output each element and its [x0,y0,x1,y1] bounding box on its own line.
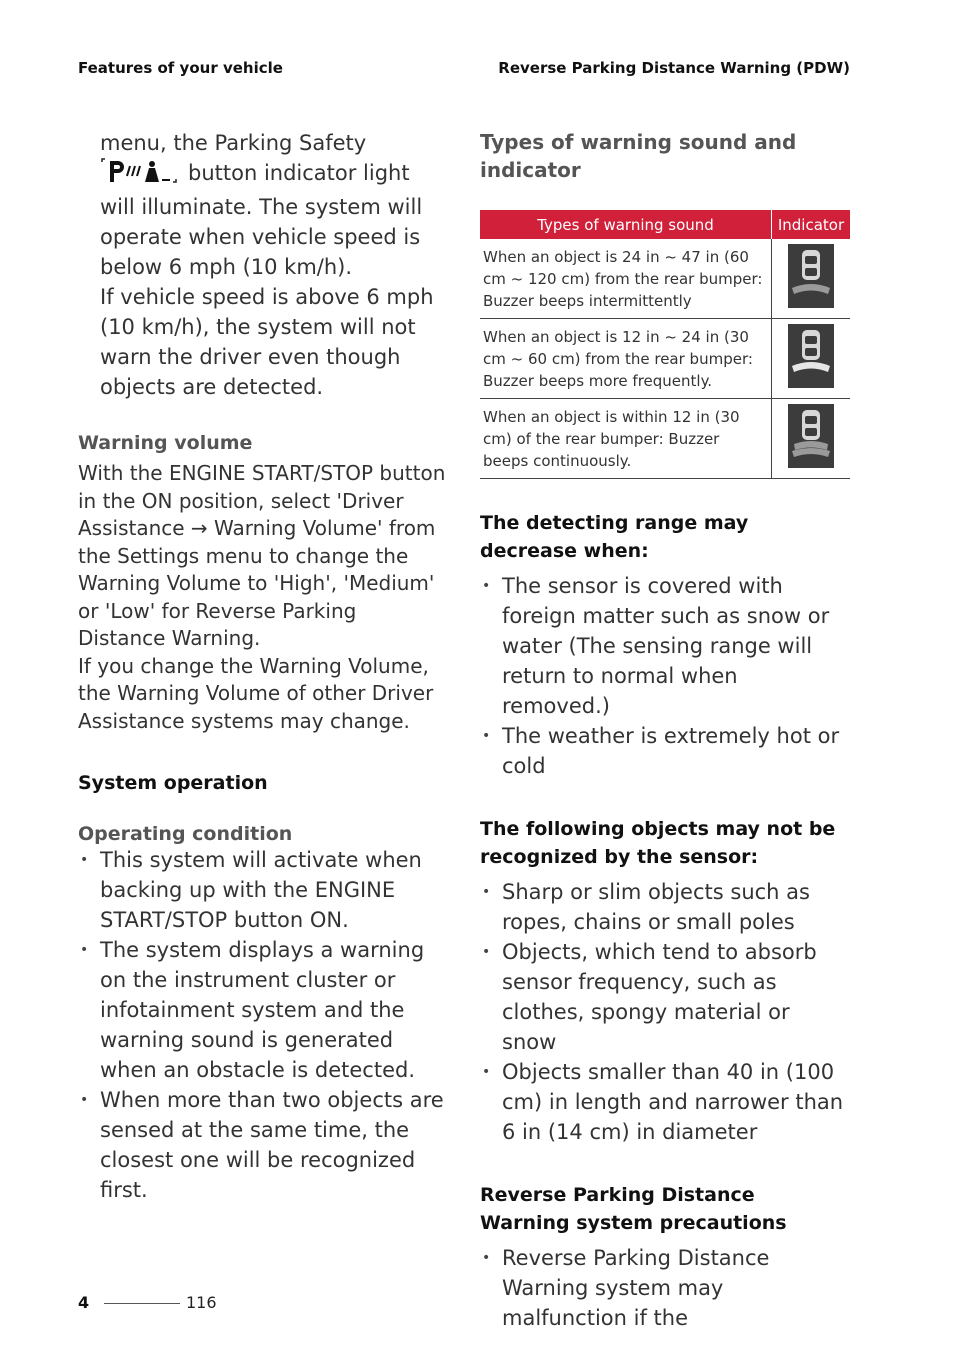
table-row [480,239,850,319]
intro-line-2 [100,158,448,282]
intro-block [78,128,448,402]
car-rear-sensor-near-icon [788,404,834,468]
not-recognized-heading: The following objects may not be recognized by the sensor: [480,818,836,868]
list-item: • Sharp or slim objects such as ropes, chains or small poles [480,877,850,937]
table-cell-indicator [772,239,851,319]
list-item: • The system displays a warning on the instrument cluster or infotainment system and the warning sound is generated when an obstacle is detected. [78,935,448,1085]
list-item: • This system will activate when backing up with the ENGINE START/STOP button ON. [78,845,448,935]
parking-safety-button-icon [100,158,182,192]
precautions-heading: Reverse Parking Distance Warning system precautions [480,1184,787,1234]
operating-condition-list [78,845,448,1205]
table-header-indicator: Indicator [772,210,851,239]
precautions-list [480,1243,850,1333]
car-rear-sensor-far-icon [788,244,834,308]
page-number: 116 [186,1293,217,1312]
intro-line-1: menu, the Parking Safety [100,131,367,155]
table-row [480,399,850,479]
intro-line-3: If vehicle speed is above 6 mph (10 km/h), the system will not warn the driver even though objects are detected. [100,285,434,399]
chapter-number: 4 [78,1293,90,1312]
running-header-right: Reverse Parking Distance Warning (PDW) [498,59,850,77]
list-item: • Objects, which tend to absorb sensor frequency, such as clothes, spongy material or snow [480,937,850,1057]
list-item: • When more than two objects are sensed at the same time, the closest one will be recognized first. [78,1085,448,1205]
list-item: • Objects smaller than 40 in (100 cm) in length and narrower than 6 in (14 cm) in diameter [480,1057,850,1147]
running-header-left: Features of your vehicle [78,59,283,77]
table-cell-sound: When an object is 12 in ~ 24 in (30 cm ~ 60 cm) from the rear bumper: Buzzer beeps more frequently. [480,319,772,399]
warning-sound-table [480,210,850,479]
footer-divider [104,1303,180,1304]
warning-volume-para-1: With the ENGINE START/STOP button in the ON position, select 'Driver Assistance → Warning Volume' from the Settings menu to change the Warning Volume to 'High', 'Medium' or 'Low' for Reverse Parking Distance Warning. [78,461,446,650]
operating-condition-heading: Operating condition [78,823,293,845]
range-decrease-heading: The detecting range may decrease when: [480,512,749,562]
car-rear-sensor-mid-icon [788,324,834,388]
table-row [480,319,850,399]
right-column [480,128,850,1333]
range-decrease-list [480,571,850,781]
table-cell-indicator [772,319,851,399]
list-item: • Reverse Parking Distance Warning system may malfunction if the [480,1243,850,1333]
left-column [78,128,448,1205]
list-item: • The weather is extremely hot or cold [480,721,850,781]
table-header-sound: Types of warning sound [480,210,772,239]
warning-volume-heading: Warning volume [78,432,253,454]
system-operation-heading: System operation [78,772,268,794]
types-heading: Types of warning sound and indicator [480,130,797,182]
not-recognized-list [480,877,850,1147]
table-cell-sound: When an object is 24 in ~ 47 in (60 cm ~ 120 cm) from the rear bumper: Buzzer beeps intermittently [480,239,772,319]
warning-volume-para-2: If you change the Warning Volume, the Warning Volume of other Driver Assistance systems may change. [78,653,434,733]
table-cell-sound: When an object is within 12 in (30 cm) of the rear bumper: Buzzer beeps continuously. [480,399,772,479]
list-item: • The sensor is covered with foreign matter such as snow or water (The sensing range will return to normal when removed.) [480,571,850,721]
intro-line-2-text: button indicator light will illuminate. The system will operate when vehicle speed is below 6 mph (10 km/h). [100,161,423,279]
table-cell-indicator [772,399,851,479]
